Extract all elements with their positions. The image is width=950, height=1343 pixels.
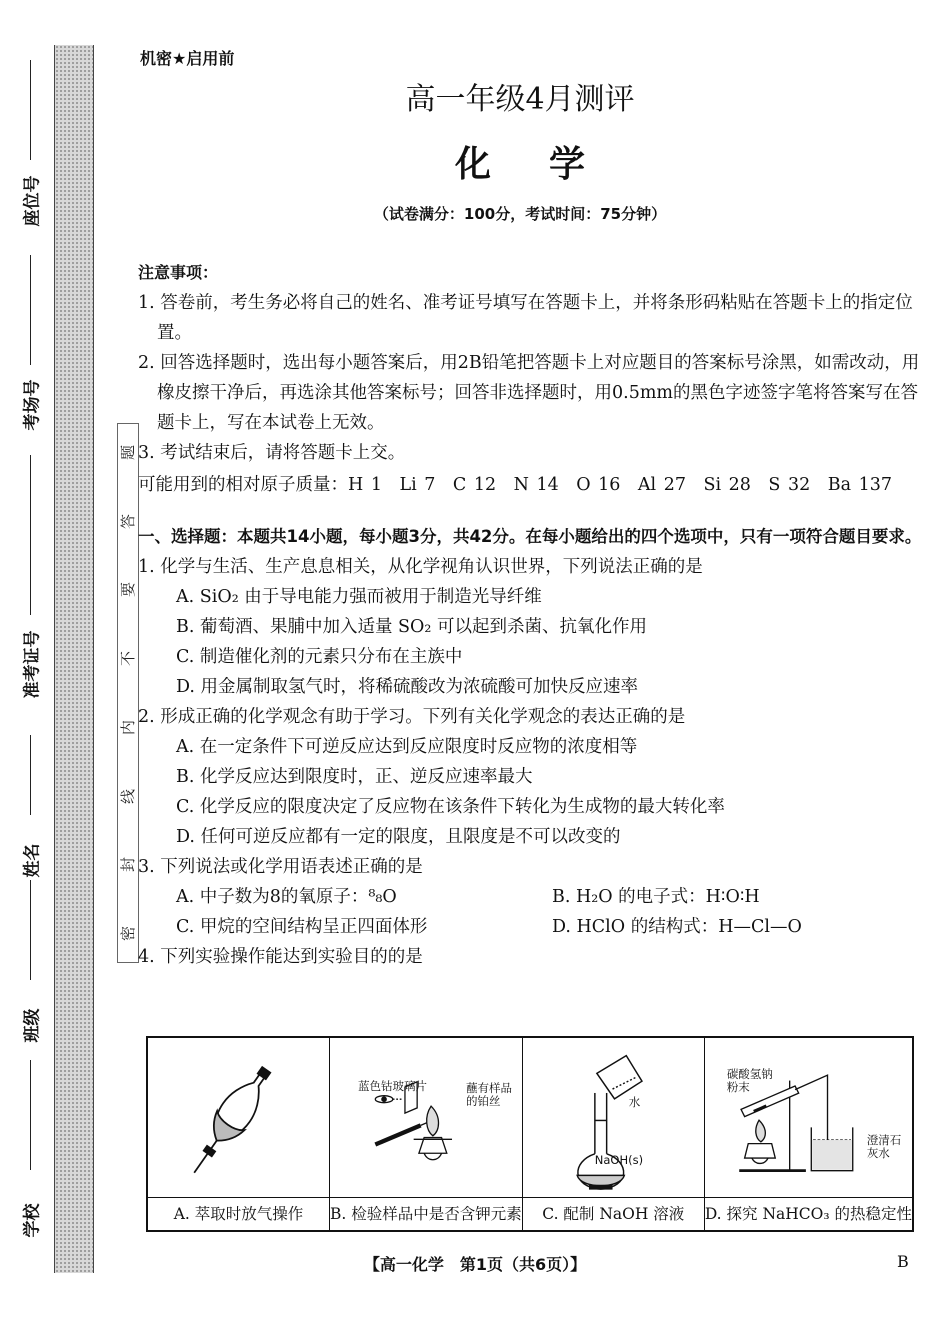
label-sodium-bicarbonate: 碳酸氢钠粉末 [726,1067,773,1094]
seal-line-box [117,423,139,963]
subject-title: 化学 [454,144,643,185]
field-label-exam-number: 准考证号 [22,630,43,699]
paper-version: B [897,1252,909,1271]
option: A. SiO₂ 由于导电能力强而被用于制造光导纤维 [176,587,542,607]
label-platinum-wire: 蘸有样品的铂丝 [466,1081,513,1108]
experiment-cell-a [148,1038,330,1230]
question-stem: 2. 形成正确的化学观念有助于学习。下列有关化学观念的表达正确的是 [138,707,686,727]
flame-test-icon [330,1038,522,1197]
question-stem: 1. 化学与生活、生产息息相关，从化学视角认识世界，下列说法正确的是 [138,557,703,577]
exam-content [138,258,928,972]
option: D. 用金属制取氢气时，将稀硫酸改为浓硫酸可加快反应速率 [176,677,639,697]
exam-info: （试卷满分：100分，考试时间：75分钟） [373,205,667,223]
notice-item: 2. 回答选择题时，选出每小题答案后，用2B铅笔把答题卡上对应题目的答案标号涂黑，如需改动，用橡皮擦干净后，再选涂其他答案标号；回答非选择题时，用0.5mm的黑色字迹签字笔将答案写在答题卡上，写在本试卷上无效。 [138,353,920,433]
field-line [30,880,31,980]
seal-char: 不 [119,651,138,667]
label-limewater: 澄清石灰水 [866,1133,902,1160]
binding-strip [54,45,138,1273]
option: B. H₂O 的电子式：H∶O∶H [552,887,760,907]
seal-char: 答 [119,513,138,529]
thermal-stability-figure [705,1038,912,1197]
field-label-school: 学校 [22,1203,43,1238]
confidential-mark: 机密★启用前 [140,49,235,68]
experiment-cell-b [330,1038,523,1230]
field-line [30,735,31,815]
volumetric-flask-icon [523,1038,704,1197]
label-water: 水 [628,1095,641,1109]
field-line [30,1060,31,1170]
field-label-room: 考场号 [22,379,43,431]
question-stem: 4. 下列实验操作能达到实验目的的是 [138,947,423,967]
flame-test-figure [330,1038,522,1197]
notice-title: 注意事项： [138,263,219,282]
field-label-name: 姓名 [22,843,43,878]
field-label-seat: 座位号 [22,175,43,227]
seal-char: 线 [119,788,138,804]
separatory-funnel-icon [148,1038,329,1197]
atomic-masses: 可能用到的相对原子质量：H 1 Li 7 C 12 N 14 O 16 Al 27 Si 28 S 32 Ba 137 [138,475,892,495]
seal-char: 题 [119,444,138,461]
experiment-caption: B. 检验样品中是否含钾元素 [330,1197,522,1230]
experiment-cell-c [523,1038,705,1230]
option: A. 中子数为8的氧原子：⁸₈O [176,887,397,907]
volumetric-flask-figure [523,1038,704,1197]
seal-char: 密 [119,925,138,941]
field-line [30,455,31,615]
field-line [30,255,31,365]
experiment-caption: A. 萃取时放气操作 [148,1197,329,1230]
option: A. 在一定条件下可逆反应达到反应限度时反应物的浓度相等 [176,737,638,757]
option-row [138,882,928,912]
option: C. 化学反应的限度决定了反应物在该条件下转化为生成物的最大转化率 [176,797,725,817]
option: D. 任何可逆反应都有一定的限度，且限度是不可以改变的 [176,827,621,847]
experiment-caption: D. 探究 NaHCO₃ 的热稳定性 [705,1197,912,1230]
label-naoh-solid: NaOH(s) [594,1153,644,1167]
experiment-cell-d [705,1038,912,1230]
page-footer: 【高一化学 第1页（共6页）】 [363,1255,587,1274]
section-title: 一、选择题：本题共14小题，每小题3分，共42分。在每小题给出的四个选项中，只有一项符合题目要求。 [138,527,922,546]
experiment-table [146,1036,914,1232]
question-stem: 3. 下列说法或化学用语表述正确的是 [138,857,423,877]
notice-item: 1. 答卷前，考生务必将自己的姓名、准考证号填写在答题卡上，并将条形码粘贴在答题卡上的指定位置。 [138,293,913,343]
option: C. 制造催化剂的元素只分布在主族中 [176,647,463,667]
experiment-caption: C. 配制 NaOH 溶液 [523,1197,704,1230]
seal-char: 内 [119,719,138,735]
option-row [138,912,928,942]
exam-title: 高一年级4月测评 [405,82,635,117]
field-label-class: 班级 [22,1008,43,1043]
label-cobalt-glass: 蓝色钴玻璃片 [358,1079,428,1093]
option: C. 甲烷的空间结构呈正四面体形 [176,917,428,937]
option: D. HClO 的结构式：H—Cl—O [552,917,802,937]
option: B. 葡萄酒、果脯中加入适量 SO₂ 可以起到杀菌、抗氧化作用 [176,617,647,637]
seal-char: 封 [119,857,138,873]
notice-item: 3. 考试结束后，请将答题卡上交。 [138,443,406,463]
thermal-stability-icon [705,1038,912,1197]
separatory-funnel-figure [148,1038,329,1197]
seal-char: 要 [119,582,138,598]
option: B. 化学反应达到限度时，正、逆反应速率最大 [176,767,533,787]
